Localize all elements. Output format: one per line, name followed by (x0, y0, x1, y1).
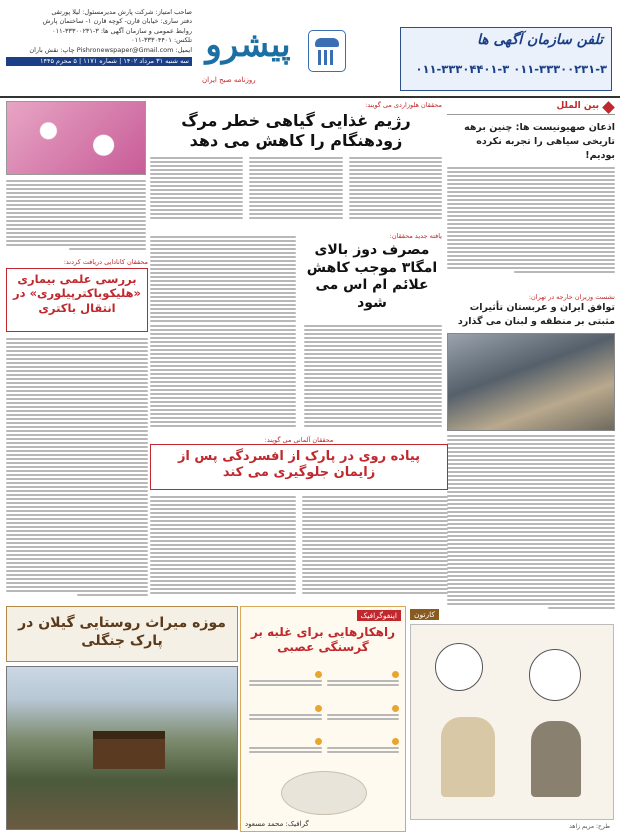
section-tag (447, 101, 615, 115)
article-plant-diet (150, 101, 442, 231)
article-body (150, 325, 296, 427)
article-title: مصرف دوز بالای امگا۳ موجب کاهش علائم ام اس می شود (306, 242, 438, 311)
article-body (304, 325, 442, 427)
article-body (150, 236, 296, 322)
cartoon-kicker: کارتون (410, 609, 439, 620)
masthead-line: تلکس: ۳۳۳۰۴۴۰۱-۰۱۱ (131, 36, 192, 45)
article-title: پیاده روی در پارک از افسردگی پس از زایمان جلوگیری می کند (177, 449, 421, 481)
masthead-line: روابط عمومی و سازمان آگهی ها: ۳-۳۳۳۰۰۲۳۱-۰۱۱ (52, 26, 192, 35)
headline-band (6, 606, 238, 662)
masthead-header (0, 0, 620, 98)
headline-box (150, 444, 448, 490)
article-title: توافق ایران و عربستان تأثیرات مثبتی بر منطقه و لبنان می گذارد (457, 302, 615, 327)
article-title: بررسی علمی بیماری «هلیکوباکترپیلوری» در انتقال باکتری (13, 272, 141, 315)
masthead-info (6, 8, 192, 66)
article-title: موزه میراث روستایی گیلان در پارک جنگلی (18, 615, 226, 649)
issue-line: سه شنبه ۳۱ مرداد ۱۴۰۲ | شماره ۱۱۷۱ | ۵ محرم ۱۴۴۵ (6, 57, 192, 66)
article-body-continued (450, 563, 614, 601)
article-body (6, 338, 148, 596)
infographic-kicker: اینفوگرافیک (357, 610, 401, 621)
section-label: بین الملل (556, 101, 599, 111)
article-title: رژیم غذایی گیاهی خطر مرگ زودهنگام را کاهش می دهد (181, 111, 411, 150)
article-continuation (6, 101, 146, 256)
museum-forest-photo (6, 666, 238, 830)
ad-phones: ۰۱۱-۳۳۳۰۴۴۰۱-۳ ۰۱۱-۳۳۳۰۰۲۳۱-۳ (415, 62, 607, 76)
cartoon-figure (531, 721, 581, 797)
infographic-title: راهکارهایی برای غلبه بر گرسنگی عصبی (250, 625, 396, 654)
plate-illustration (281, 771, 367, 815)
infographic-credit: گرافیک: محمد مسعود (245, 820, 309, 828)
speech-bubble (435, 643, 483, 691)
headline-box (6, 268, 148, 332)
article-body (447, 167, 615, 273)
speech-bubble (529, 649, 581, 701)
logo-subtitle: روزنامه صبح ایران (202, 76, 256, 84)
masthead-line: ایمیل: Pishronewspaper@Gmail.com چاپ: نقش باران (29, 45, 192, 54)
international-column (447, 101, 615, 559)
cartoon-box (410, 606, 614, 832)
ad-phone-box (400, 27, 612, 91)
article-helicobacter (6, 258, 148, 603)
telephone-icon (308, 30, 346, 72)
cells-photo (6, 101, 146, 175)
article-gilan-museum (6, 606, 238, 832)
diamond-icon (602, 101, 615, 114)
cartoon-illustration (410, 624, 614, 820)
newspaper-logo: پیشرو (205, 25, 291, 65)
article-kicker: محققان کانادایی دریافت کردند: (63, 258, 148, 266)
article-walking-park (150, 436, 448, 601)
masthead-line: دفتر ساری: خیابان قارن- کوچه قارن ۱- ساختمان پارش (42, 17, 192, 26)
article-body (6, 180, 146, 250)
article-title: اذعان صهیونیست ها: چنین برهه تاریخی سیاهی را تجربه نکرده بودیم! (464, 122, 615, 161)
infographic-tips (249, 671, 399, 767)
article-kicker: محققان هلوزاردی می گویند: (365, 101, 442, 109)
article-omega3-cont (150, 325, 442, 435)
ad-title: تلفن سازمان آگهی ها (476, 32, 603, 48)
article-kicker: محققان آلمانی می گویند: (264, 436, 334, 444)
article-kicker: یافته جدید محققان: (389, 232, 442, 240)
wooden-house-shape (93, 731, 165, 769)
cartoon-figure (441, 717, 495, 797)
article-iran-saudi (447, 293, 615, 609)
article-body (150, 157, 442, 219)
article-omega3 (150, 232, 442, 324)
cartoon-credit: طرح: مریم زاهد (569, 823, 610, 830)
article-body (150, 496, 448, 594)
masthead-line: صاحب امتیاز: شرکت پارش مدیرمسئول: لیلا پورتقی (51, 8, 192, 16)
article-zionists (447, 121, 615, 273)
infographic-emotional-hunger (240, 606, 406, 832)
article-kicker: نشست وزیران خارجه در تهران: (528, 293, 615, 301)
diplomats-photo (447, 333, 615, 431)
